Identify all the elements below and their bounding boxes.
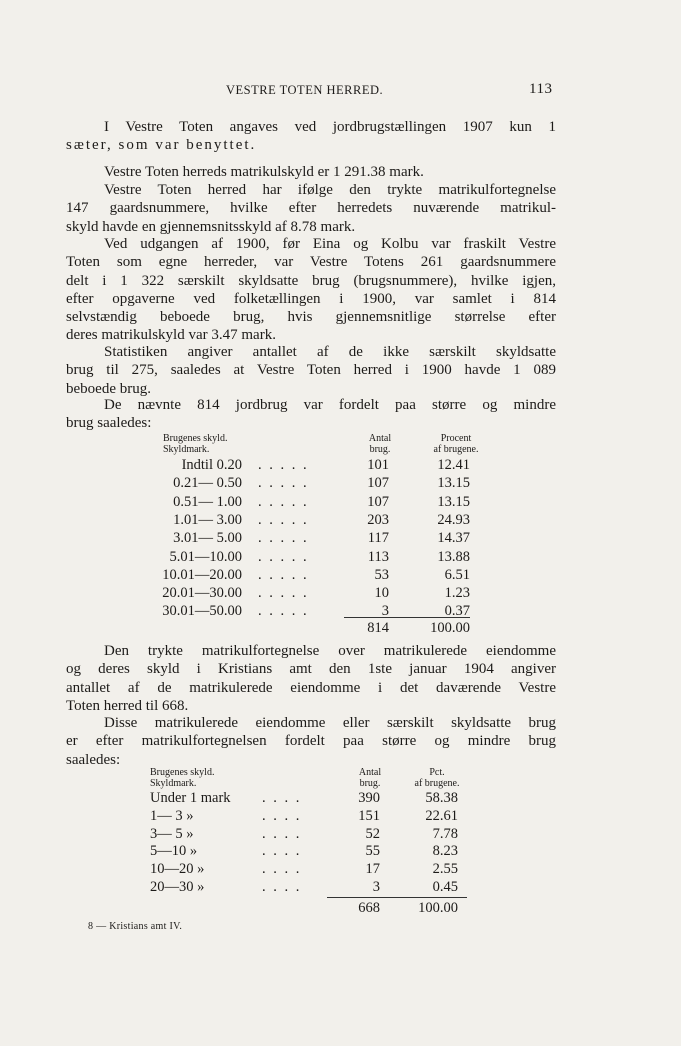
leader-dots: . . . . . <box>258 511 309 528</box>
count-cell: 203 <box>367 511 389 528</box>
header-line: Brugenes skyld. <box>163 433 228 444</box>
paragraph-line: er efter matrikulfortegnelsen fordelt paa større og mindre brug <box>66 733 556 750</box>
count-cell: 151 <box>358 807 380 824</box>
paragraph-line: 147 gaardsnummere, hvilke efter herredets nuværende matrikul- <box>66 200 556 217</box>
paragraph-line: brug saaledes: <box>66 415 152 432</box>
pct-cell: 8.23 <box>432 843 458 860</box>
range-cell: 5.01—10.00 <box>169 548 242 565</box>
header-line: Brugenes skyld. <box>150 767 215 778</box>
leader-dots: . . . . . <box>258 493 309 510</box>
table-row <box>0 493 681 511</box>
count-cell: 55 <box>365 843 380 860</box>
paragraph-line: brug til 275, saaledes at Vestre Toten herred i 1900 havde 1 089 <box>66 362 556 379</box>
table-row <box>0 548 681 566</box>
range-cell: Under 1 mark <box>150 790 231 806</box>
paragraph-line: Ved udgangen af 1900, før Eina og Kolbu var fraskilt Vestre <box>104 236 556 252</box>
leader-dots: . . . . . <box>258 475 309 492</box>
pct-cell: 13.88 <box>437 548 470 565</box>
header-line: Antal <box>358 767 382 778</box>
pct-cell: 24.93 <box>437 511 470 528</box>
paragraph-line: Vestre Toten herreds matrikulskyld er 1 291.38 mark. <box>104 164 424 180</box>
paragraph-line: Disse matrikulerede eiendomme eller særskilt skyldsatte brug <box>104 715 556 731</box>
header-line: af brugene. <box>433 443 479 455</box>
table-row <box>0 825 681 843</box>
pct-cell: 1.23 <box>444 585 470 602</box>
table-header-pct <box>405 768 469 789</box>
table-row <box>0 474 681 492</box>
count-cell: 390 <box>358 790 380 806</box>
table-row <box>0 584 681 602</box>
paragraph-disse-eiendomme <box>66 714 556 769</box>
paragraph-line: delt i 1 322 særskilt skyldsatte brug (brugsnummere), hvilke igjen, <box>66 272 556 289</box>
table-row <box>0 860 681 878</box>
pct-cell: 2.55 <box>432 861 458 878</box>
count-cell: 113 <box>367 548 389 565</box>
range-cell: 10.01—20.00 <box>162 566 242 583</box>
range-cell: 30.01—50.00 <box>162 603 242 620</box>
paragraph-line: Toten herred til 668. <box>66 697 189 714</box>
leader-dots: . . . . <box>262 790 302 806</box>
leader-dots: . . . . <box>262 807 302 824</box>
paragraph-statistiken <box>66 343 556 398</box>
running-title: VESTRE TOTEN HERRED. <box>226 83 384 97</box>
table-total-row <box>0 619 681 637</box>
footer-signature: 8 — Kristians amt IV. <box>88 921 183 932</box>
leader-dots: . . . . <box>262 879 302 895</box>
leader-dots: . . . . <box>262 825 302 842</box>
paragraph-line: deres matrikulskyld var 3.47 mark. <box>66 327 276 344</box>
range-cell: Indtil 0.20 <box>181 457 242 473</box>
leader-dots: . . . . . <box>258 585 309 602</box>
leader-dots: . . . . . <box>258 530 309 547</box>
header-line: Antal <box>368 433 392 444</box>
paragraph-line: antallet af de matrikulerede eiendomme i det daværende Vestre <box>66 679 556 696</box>
header-line: brug. <box>359 777 381 789</box>
pct-cell: 13.15 <box>437 493 470 510</box>
header-line: Pct. <box>429 767 445 778</box>
count-cell: 101 <box>367 457 389 473</box>
paragraph-line: beboede brug. <box>66 380 151 397</box>
paragraph-line: Den trykte matrikulfortegnelse over matrikulerede eiendomme <box>104 643 556 659</box>
total-count: 668 <box>358 900 380 916</box>
pct-cell: 22.61 <box>425 807 458 824</box>
pct-cell: 13.15 <box>437 475 470 492</box>
count-cell: 117 <box>367 530 389 547</box>
count-cell: 3 <box>381 603 389 620</box>
header-line: Skyldmark. <box>163 443 210 455</box>
header-line: brug. <box>369 443 391 455</box>
table-total-row <box>0 899 681 917</box>
paragraph-line: og deres skyld i Kristians amt den 1ste januar 1904 angiver <box>66 661 556 678</box>
page-number: 113 <box>529 81 553 97</box>
leader-dots: . . . . <box>262 843 302 860</box>
paragraph-line: skyld havde en gjennemsnitsskyld af 8.78 mark. <box>66 218 356 235</box>
leader-dots: . . . . . <box>258 548 309 565</box>
range-cell: 5—10 » <box>150 843 198 860</box>
leader-dots: . . . . <box>262 861 302 878</box>
paragraph-matrikulfortegnelse <box>66 642 556 715</box>
table-header-antal <box>355 434 405 455</box>
paragraph-line: efter opgaverne ved folketællingen i 1900, var samlet i 814 <box>66 290 556 307</box>
paragraph-gaardsnummere <box>66 181 556 236</box>
paragraph-line: Toten som egne herreder, var Vestre Totens 261 gaardsnummere <box>66 254 556 271</box>
paragraph-saeter <box>66 118 556 155</box>
count-cell: 3 <box>372 879 380 895</box>
range-cell: 3— 5 » <box>150 825 194 842</box>
paragraph-line: selvstændig beboede brug, hvis gjennemsnitlige størrelse efter <box>66 309 556 326</box>
range-cell: 0.21— 0.50 <box>173 475 242 492</box>
table-row <box>0 878 681 896</box>
paragraph-fordelt <box>66 396 556 433</box>
table-row <box>0 456 681 474</box>
total-pct: 100.00 <box>418 900 458 916</box>
sum-rule <box>344 617 470 618</box>
range-cell: 1.01— 3.00 <box>173 511 242 528</box>
pct-cell: 12.41 <box>437 457 470 473</box>
total-count: 814 <box>367 620 389 636</box>
paragraph-line: De nævnte 814 jordbrug var fordelt paa større og mindre <box>104 397 556 413</box>
table-row <box>0 511 681 529</box>
count-cell: 17 <box>365 861 380 878</box>
paragraph-line: sæter, som var benyttet. <box>66 137 257 154</box>
range-cell: 20.01—30.00 <box>162 585 242 602</box>
range-cell: 10—20 » <box>150 861 205 878</box>
table-row <box>0 529 681 547</box>
paragraph-line: Vestre Toten herred har ifølge den trykte matrikulfortegnelse <box>104 182 556 198</box>
table-header-skyld <box>150 768 214 789</box>
range-cell: 3.01— 5.00 <box>173 530 242 547</box>
table-row <box>0 842 681 860</box>
pct-cell: 7.78 <box>432 825 458 842</box>
table-row <box>0 789 681 807</box>
pct-cell: 14.37 <box>437 530 470 547</box>
count-cell: 10 <box>374 585 389 602</box>
header-line: af brugene. <box>414 777 460 789</box>
sum-rule <box>327 897 467 898</box>
leader-dots: . . . . . <box>258 566 309 583</box>
leader-dots: . . . . . <box>258 603 309 620</box>
count-cell: 52 <box>365 825 380 842</box>
table-row <box>0 807 681 825</box>
paragraph-line: I Vestre Toten angaves ved jordbrugstællingen 1907 kun 1 <box>104 119 556 135</box>
pct-cell: 6.51 <box>444 566 470 583</box>
range-cell: 0.51— 1.00 <box>173 493 242 510</box>
paragraph-matrikulskyld <box>66 163 556 181</box>
count-cell: 53 <box>374 566 389 583</box>
table-header-procent <box>425 434 487 455</box>
table-header-skyld <box>163 434 227 455</box>
table-header-antal <box>345 768 395 789</box>
header-line: Skyldmark. <box>150 777 197 789</box>
leader-dots: . . . . . <box>258 457 309 473</box>
range-cell: 1— 3 » <box>150 807 194 824</box>
header-line: Procent <box>440 433 472 444</box>
pct-cell: 58.38 <box>425 790 458 806</box>
count-cell: 107 <box>367 493 389 510</box>
count-cell: 107 <box>367 475 389 492</box>
paragraph-line: Statistiken angiver antallet af de ikke særskilt skyldsatte <box>104 344 556 360</box>
total-pct: 100.00 <box>430 620 470 636</box>
paragraph-line: saaledes: <box>66 751 121 768</box>
paragraph-udgangen-1900 <box>66 235 556 345</box>
pct-cell: 0.45 <box>432 879 458 895</box>
table-row <box>0 566 681 584</box>
range-cell: 20—30 » <box>150 879 205 895</box>
pct-cell: 0.37 <box>444 603 470 620</box>
table-row <box>0 602 681 620</box>
